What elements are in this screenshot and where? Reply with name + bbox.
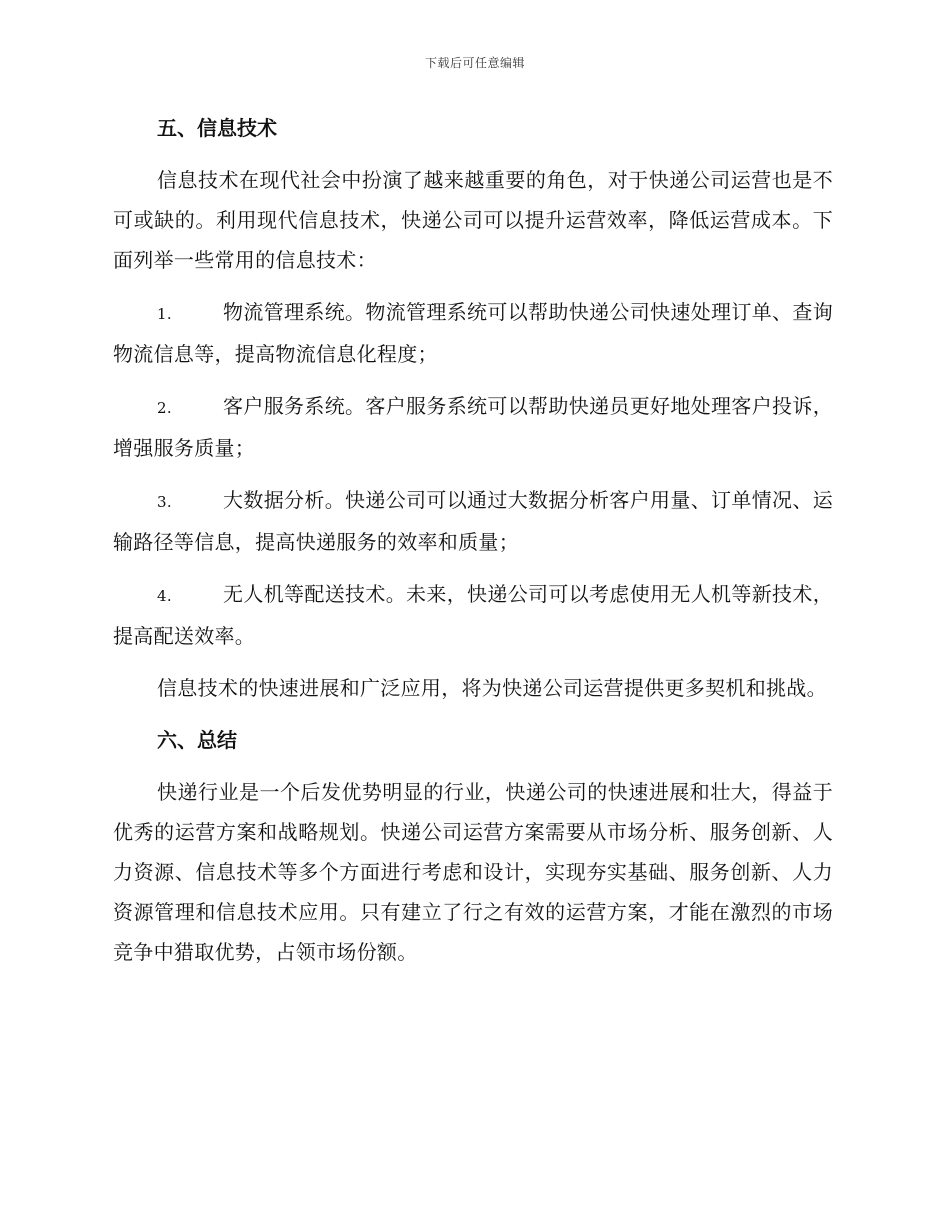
section-6-heading: 六、总结 <box>157 728 237 752</box>
section-5-outro: 信息技术的快速进展和广泛应用，将为快递公司运营提供更多契机和挑战。 <box>157 676 827 700</box>
list-item-text: 客户服务系统。客户服务系统可以帮助快递员更好地处理客户投诉，增强服务质量； <box>113 394 833 460</box>
list-item-number: 2. <box>157 399 172 417</box>
section-5-intro: 信息技术在现代社会中扮演了越来越重要的角色，对于快递公司运营也是不可或缺的。利用现代信息技术，快递公司可以提升运营效率，降低运营成本。下面列举一些常用的信息技术： <box>113 168 833 272</box>
list-item-number: 3. <box>157 493 172 511</box>
list-item-text: 大数据分析。快递公司可以通过大数据分析客户用量、订单情况、运输路径等信息，提高快递服务的效率和质量； <box>113 488 833 554</box>
section-6-body: 快递行业是一个后发优势明显的行业，快递公司的快速进展和壮大，得益于优秀的运营方案和战略规划。快递公司运营方案需要从市场分析、服务创新、人力资源、信息技术等多个方面进行考虑和设计，实现夯实基础、服务创新、人力资源管理和信息技术应用。只有建立了行之有效的运营方案，才能在激烈的市场竞争中猎取优势，占领市场份额。 <box>113 780 833 964</box>
list-item <box>113 574 833 656</box>
document-body <box>113 108 833 984</box>
page-header: 下载后可任意编辑 <box>424 56 525 70</box>
list-item-number: 1. <box>157 305 172 323</box>
list-item <box>113 480 833 562</box>
list-item <box>113 292 833 374</box>
list-item <box>113 386 833 468</box>
list-item-text: 无人机等配送技术。未来，快递公司可以考虑使用无人机等新技术，提高配送效率。 <box>113 582 833 648</box>
list-item-text: 物流管理系统。物流管理系统可以帮助快递公司快速处理订单、查询物流信息等，提高物流信息化程度； <box>113 300 833 366</box>
list-item-number: 4. <box>157 587 172 605</box>
section-5-heading: 五、信息技术 <box>157 116 277 140</box>
